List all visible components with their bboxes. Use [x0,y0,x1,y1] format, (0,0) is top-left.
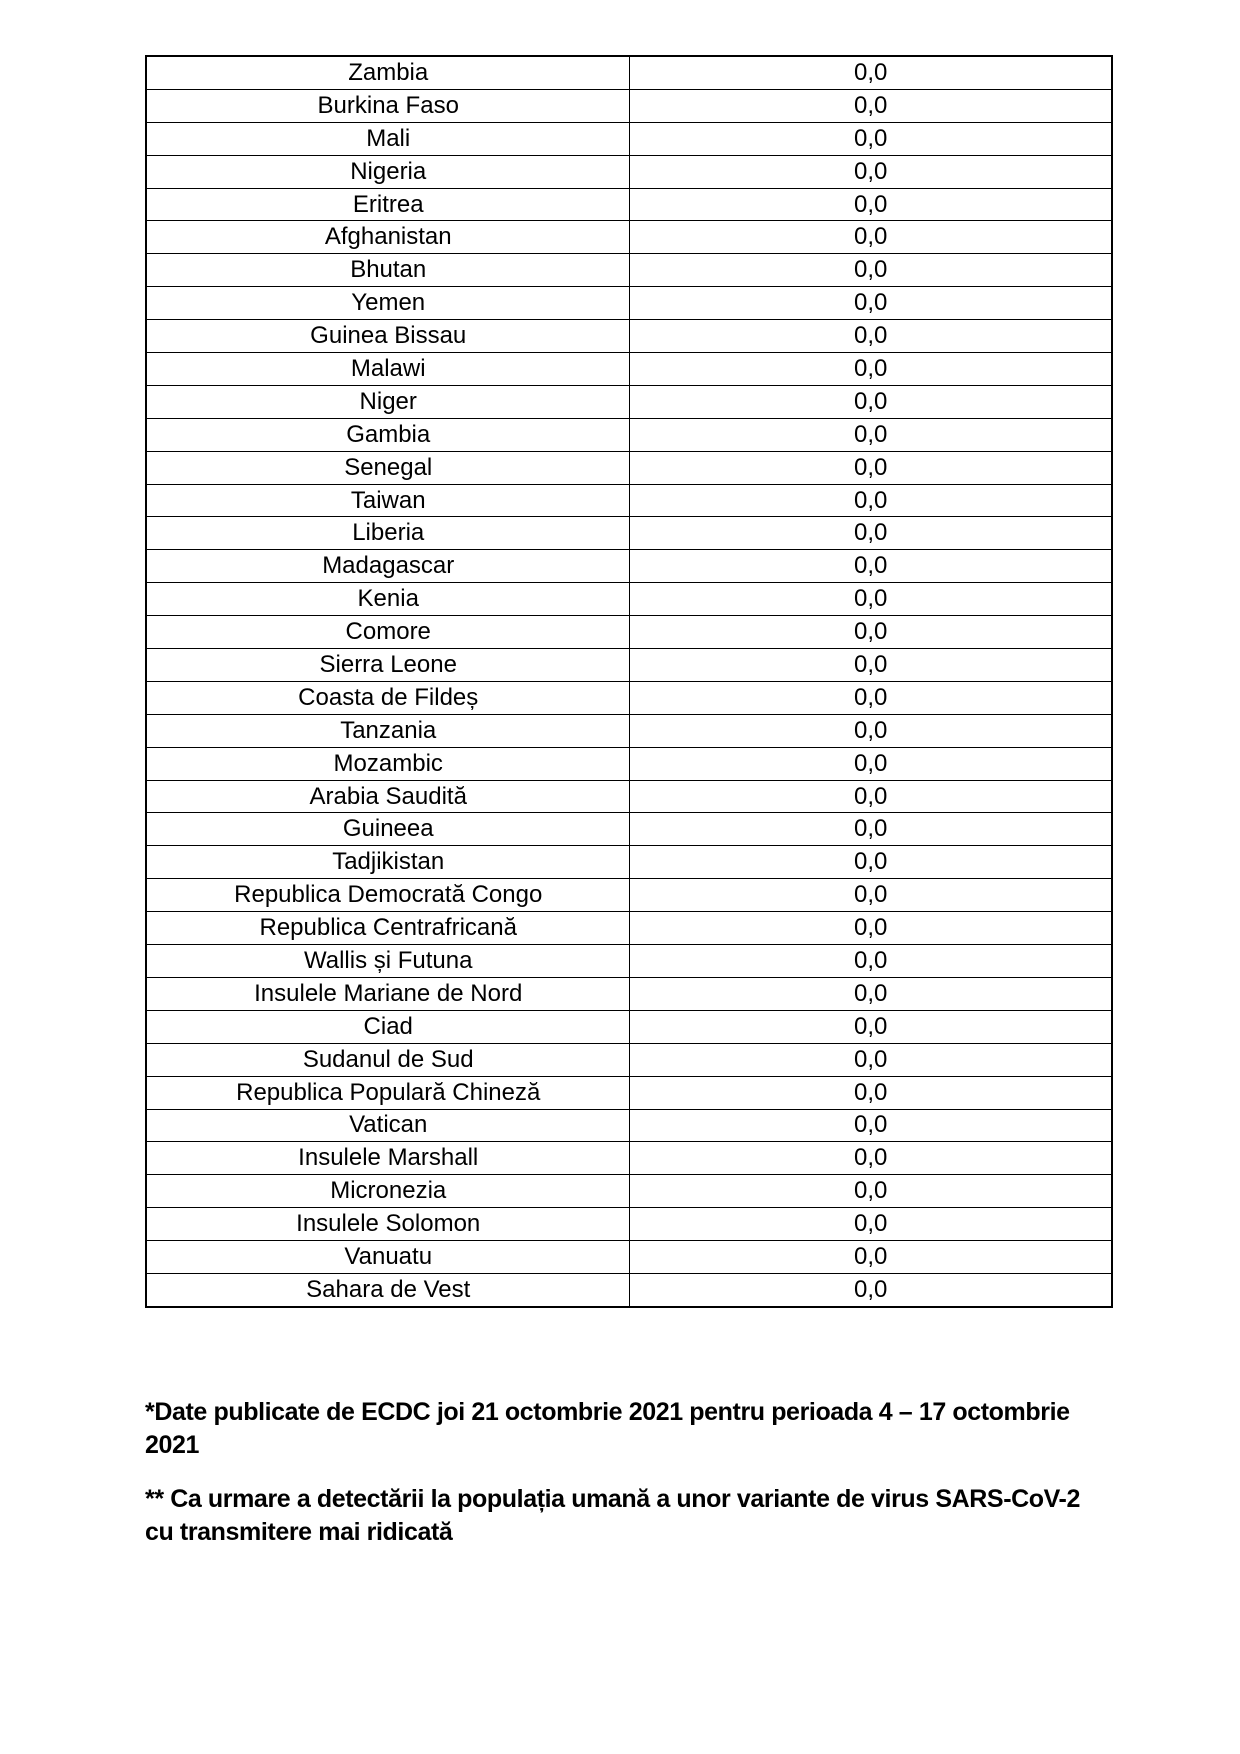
value-cell: 0,0 [630,122,1112,155]
country-cell: Coasta de Fildeș [146,681,630,714]
country-cell: Insulele Solomon [146,1208,630,1241]
footnote-line: 2021 [145,1431,200,1459]
table-row [146,517,1112,550]
table-row [146,418,1112,451]
value-cell: 0,0 [630,846,1112,879]
country-cell: Senegal [146,451,630,484]
country-cell: Sahara de Vest [146,1273,630,1306]
country-cell: Republica Populară Chineză [146,1076,630,1109]
country-cell: Vatican [146,1109,630,1142]
country-cell: Madagascar [146,550,630,583]
value-cell: 0,0 [630,1175,1112,1208]
value-cell: 0,0 [630,616,1112,649]
value-cell: 0,0 [630,287,1112,320]
table-row [146,616,1112,649]
value-cell: 0,0 [630,320,1112,353]
value-cell: 0,0 [630,945,1112,978]
table-row [146,1010,1112,1043]
value-cell: 0,0 [630,780,1112,813]
country-cell: Comore [146,616,630,649]
country-cell: Mali [146,122,630,155]
footnote-publication-date [145,1396,1155,1462]
value-cell: 0,0 [630,353,1112,386]
table-row [146,1142,1112,1175]
table-row [146,56,1112,89]
country-cell: Eritrea [146,188,630,221]
value-cell: 0,0 [630,714,1112,747]
country-cell: Nigeria [146,155,630,188]
value-cell: 0,0 [630,89,1112,122]
country-cell: Tadjikistan [146,846,630,879]
table-row [146,353,1112,386]
value-cell: 0,0 [630,1109,1112,1142]
value-cell: 0,0 [630,155,1112,188]
country-cell: Ciad [146,1010,630,1043]
table-row [146,747,1112,780]
country-cell: Sudanul de Sud [146,1043,630,1076]
table-row [146,320,1112,353]
country-cell: Kenia [146,583,630,616]
table-row [146,287,1112,320]
table-row [146,188,1112,221]
country-cell: Malawi [146,353,630,386]
table-row [146,583,1112,616]
table-row [146,846,1112,879]
value-cell: 0,0 [630,188,1112,221]
value-cell: 0,0 [630,418,1112,451]
country-cell: Guineea [146,813,630,846]
country-cell: Insulele Marshall [146,1142,630,1175]
footnote-line: *Date publicate de ECDC joi 21 octombrie 2021 pentru perioada 4 – 17 octombrie [145,1398,1070,1426]
table-row [146,1043,1112,1076]
value-cell: 0,0 [630,517,1112,550]
country-value-table-body [146,56,1112,1307]
value-cell: 0,0 [630,385,1112,418]
value-cell: 0,0 [630,1076,1112,1109]
table-row [146,385,1112,418]
country-cell: Wallis și Futuna [146,945,630,978]
table-row [146,155,1112,188]
value-cell: 0,0 [630,649,1112,682]
value-cell: 0,0 [630,1241,1112,1274]
country-cell: Republica Centrafricană [146,912,630,945]
country-cell: Tanzania [146,714,630,747]
table-row [146,977,1112,1010]
table-row [146,254,1112,287]
value-cell: 0,0 [630,977,1112,1010]
table-row [146,714,1112,747]
country-cell: Bhutan [146,254,630,287]
country-cell: Republica Democrată Congo [146,879,630,912]
value-cell: 0,0 [630,747,1112,780]
value-cell: 0,0 [630,813,1112,846]
table-row [146,1208,1112,1241]
value-cell: 0,0 [630,1208,1112,1241]
country-cell: Liberia [146,517,630,550]
table-row [146,221,1112,254]
table-row [146,484,1112,517]
country-cell: Yemen [146,287,630,320]
table-row [146,1241,1112,1274]
country-cell: Mozambic [146,747,630,780]
country-cell: Gambia [146,418,630,451]
value-cell: 0,0 [630,221,1112,254]
table-row [146,780,1112,813]
table-row [146,1273,1112,1306]
country-cell: Vanuatu [146,1241,630,1274]
value-cell: 0,0 [630,1010,1112,1043]
country-cell: Micronezia [146,1175,630,1208]
country-cell: Sierra Leone [146,649,630,682]
table-row [146,945,1112,978]
footnote-line: ** Ca urmare a detectării la populația umană a unor variante de virus SARS-CoV-2 [145,1485,1080,1513]
value-cell: 0,0 [630,1142,1112,1175]
country-cell: Guinea Bissau [146,320,630,353]
table-row [146,912,1112,945]
footnotes-section [145,1396,1155,1570]
value-cell: 0,0 [630,583,1112,616]
value-cell: 0,0 [630,1273,1112,1306]
value-cell: 0,0 [630,550,1112,583]
value-cell: 0,0 [630,681,1112,714]
value-cell: 0,0 [630,484,1112,517]
table-row [146,813,1112,846]
value-cell: 0,0 [630,879,1112,912]
table-row [146,1076,1112,1109]
value-cell: 0,0 [630,254,1112,287]
table-row [146,879,1112,912]
footnote-line: cu transmitere mai ridicată [145,1518,453,1546]
value-cell: 0,0 [630,912,1112,945]
table-row [146,89,1112,122]
country-cell: Taiwan [146,484,630,517]
table-row [146,1109,1112,1142]
table-row [146,1175,1112,1208]
value-cell: 0,0 [630,451,1112,484]
table-row [146,649,1112,682]
value-cell: 0,0 [630,56,1112,89]
footnote-variant-warning [145,1483,1155,1549]
table-row [146,451,1112,484]
country-cell: Afghanistan [146,221,630,254]
country-cell: Arabia Saudită [146,780,630,813]
country-cell: Insulele Mariane de Nord [146,977,630,1010]
country-cell: Zambia [146,56,630,89]
country-cell: Niger [146,385,630,418]
country-value-table [145,55,1113,1308]
table-row [146,122,1112,155]
country-cell: Burkina Faso [146,89,630,122]
table-row [146,550,1112,583]
table-row [146,681,1112,714]
value-cell: 0,0 [630,1043,1112,1076]
